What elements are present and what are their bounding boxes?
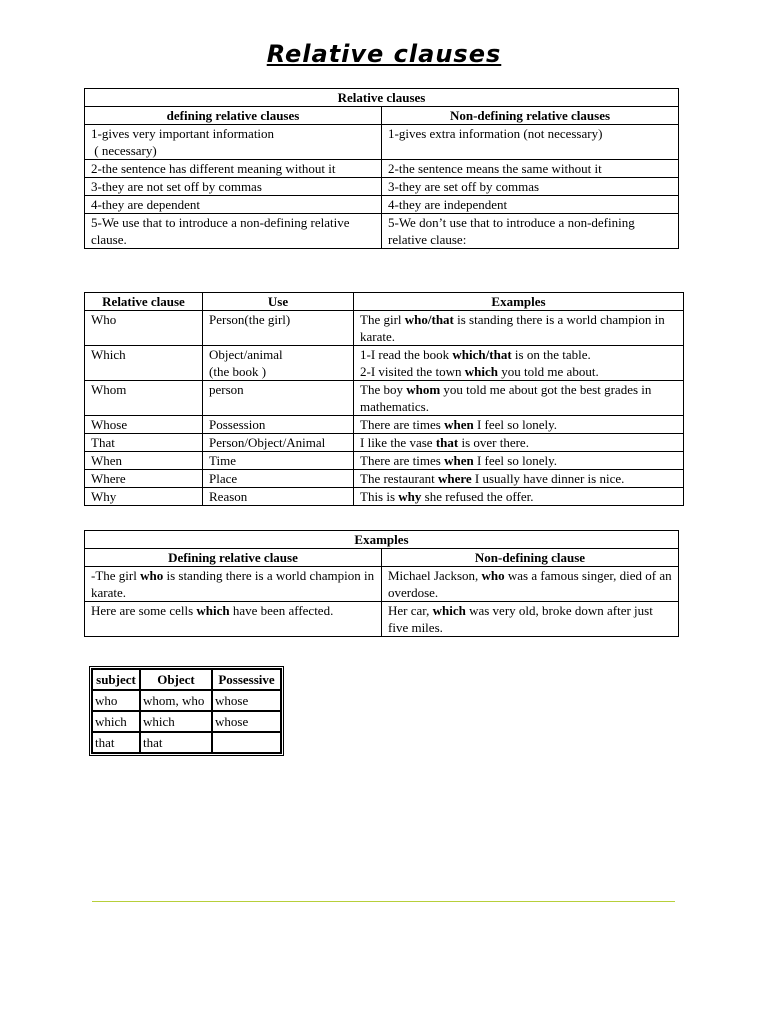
clause-cell: When [85,452,203,470]
table-cell: 4-they are independent [382,196,679,214]
clause-cell: Which [85,346,203,381]
column-header: Non-defining clause [382,549,679,567]
bold-pronoun: when [444,453,474,468]
use-cell: Person/Object/Animal [203,434,354,452]
example-cell [354,311,684,346]
table-cell: 4-they are dependent [85,196,382,214]
clause-cell: That [85,434,203,452]
example-cell [354,488,684,506]
example-text: is standing there is a world champion in karate. [360,312,665,344]
use-cell: person [203,381,354,416]
example-cell [85,602,382,637]
table-caption: Examples [85,531,679,549]
example-cell [354,452,684,470]
example-cell [354,346,684,381]
column-header: subject [92,669,140,690]
table-row [85,602,679,637]
example-text: Michael Jackson, [388,568,482,583]
table-cell: which [92,711,140,732]
table-cell: which [140,711,212,732]
example-text: Here are some cells [91,603,197,618]
column-header: Relative clause [85,293,203,311]
example-cell [354,470,684,488]
column-header: Examples [354,293,684,311]
column-header: Object [140,669,212,690]
example-text: The boy [360,382,407,397]
example-text: was very old, broke down after just five miles. [388,603,653,635]
bold-pronoun: which [432,603,466,618]
example-cell [354,434,684,452]
clause-cell: Whose [85,416,203,434]
table-cell: 5-We don’t use that to introduce a non-defining relative clause: [382,214,679,249]
clause-cell: Where [85,470,203,488]
example-text: you told me about got the best grades in mathematics. [360,382,652,414]
table-row [85,311,684,346]
example-cell [85,567,382,602]
example-text: There are times [360,453,445,468]
table-row [85,416,684,434]
table-cell: whose [212,711,281,732]
bold-pronoun: why [398,489,422,504]
table-cell: who [92,690,140,711]
example-text: Her car, [388,603,433,618]
use-cell: Time [203,452,354,470]
table-body [85,311,684,506]
table-cell: 1-gives extra information (not necessary) [382,125,679,160]
table-cell: 1-gives very important information ( necessary) [85,125,382,160]
example-text: I feel so lonely. [473,417,557,432]
bold-pronoun: when [444,417,474,432]
clause-cell: Whom [85,381,203,416]
example-text: -The girl [91,568,141,583]
example-text: 1-I read the book [360,347,453,362]
table-cell: 2-the sentence has different meaning without it [85,160,382,178]
relative-pronoun-table [84,292,684,506]
example-text: she refused the offer. [421,489,534,504]
page-title: Relative clauses [266,40,502,68]
example-cell [382,567,679,602]
use-cell: Object/animal (the book ) [203,346,354,381]
use-cell: Reason [203,488,354,506]
table-cell: 5-We use that to introduce a non-defining relative clause. [85,214,382,249]
comparison-table [84,88,679,249]
example-text: you told me about. [497,364,599,379]
bold-pronoun: who/that [404,312,454,327]
column-header: defining relative clauses [85,107,382,125]
table-cell: 3-they are not set off by commas [85,178,382,196]
example-text: have been affected. [229,603,334,618]
clause-cell: Who [85,311,203,346]
example-text: This is [360,489,399,504]
column-header: Use [203,293,354,311]
example-text: The girl [360,312,405,327]
bold-pronoun: which [464,364,498,379]
column-header: Possessive [212,669,281,690]
table-caption: Relative clauses [85,89,679,107]
table-row [85,488,684,506]
column-header: Defining relative clause [85,549,382,567]
table-row [85,381,684,416]
bold-pronoun: where [437,471,472,486]
example-cell [354,416,684,434]
table-cell: that [92,732,140,753]
column-header: Non-defining relative clauses [382,107,679,125]
bold-pronoun: who [481,568,505,583]
table-row [85,452,684,470]
table-row [85,346,684,381]
table-cell: 3-they are set off by commas [382,178,679,196]
examples-table [84,530,679,637]
table-cell [212,732,281,753]
use-cell: Place [203,470,354,488]
bold-pronoun: who [140,568,164,583]
example-cell [382,602,679,637]
table-cell: 2-the sentence means the same without it [382,160,679,178]
bold-pronoun: which [196,603,230,618]
footer-divider [92,901,675,902]
table-cell: whose [212,690,281,711]
use-cell: Possession [203,416,354,434]
example-text: is standing there is a world champion in karate. [91,568,375,600]
table-cell: whom, who [140,690,212,711]
table-row [85,470,684,488]
use-cell: Person(the girl) [203,311,354,346]
example-text: I usually have dinner is nice. [471,471,625,486]
example-text: I like the vase [360,435,436,450]
table-body [85,567,679,637]
example-text: is over there. [458,435,529,450]
bold-pronoun: that [435,435,459,450]
table-row [85,567,679,602]
example-text: was a famous singer, died of an overdose. [388,568,672,600]
example-text: I feel so lonely. [473,453,557,468]
clause-cell: Why [85,488,203,506]
table-cell: that [140,732,212,753]
example-text: is on the table. [511,347,591,362]
example-text: There are times [360,417,445,432]
example-cell [354,381,684,416]
pronoun-forms-table [89,666,284,756]
table-row [85,434,684,452]
bold-pronoun: whom [406,382,441,397]
example-text: The restaurant [360,471,438,486]
bold-pronoun: which/that [452,347,512,362]
example-text: 2-I visited the town [360,364,465,379]
